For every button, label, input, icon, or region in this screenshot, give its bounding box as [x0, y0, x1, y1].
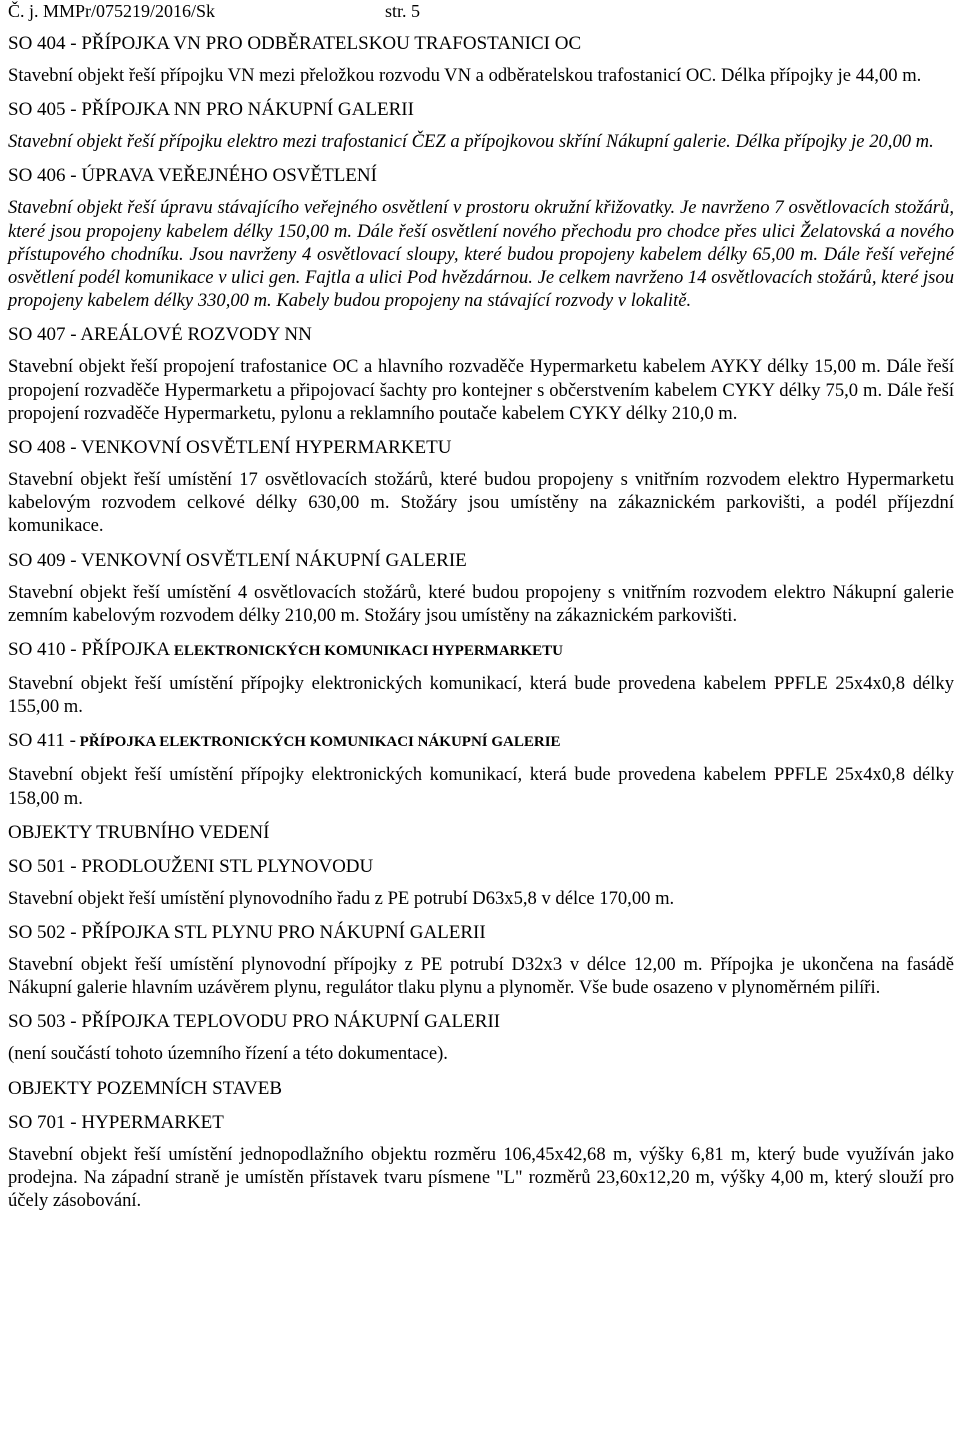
section-so503: [8, 1010, 954, 1065]
section-text: Stavební objekt řeší úpravu stávajícího veřejného osvětlení v prostoru okružní křižovatky. Je navrženo 7 osvětlovacích stožárů, které jsou propojeny kabelem délky 150,00 m. Dále řeší osvětlení nového přechodu pro chodce přes ulici Želatovská a nového přístupového chodníku. Jsou navrženy 4 osvětlovací sloupy, které budou propojeny kabelem délky 65,00 m. Dále řeší veřejné osvětlení podél komunikace v ulici gen. Fajtla a ulici Pod hvězdárnou. Je celkem navrženo 14 osvětlovacích stožárů, které jsou propojeny kabelem délky 330,00 m. Kabely budou propojeny na stávající rozvody v lokalitě.: [8, 197, 955, 312]
document-reference: Č. j. MMPr/075219/2016/Sk: [8, 1, 216, 21]
section-so408: [8, 436, 954, 538]
section-text: (není součástí tohoto územního řízení a této dokumentace).: [8, 1043, 448, 1065]
section-title: SO 405 - PŘÍPOJKA NN PRO NÁKUPNÍ GALERII: [8, 99, 414, 121]
document-page: [8, 0, 954, 1212]
section-text: Stavební objekt řeší umístění 17 osvětlovacích stožárů, které budou propojeny s vnitřním rozvodem elektro Hypermarketu kabelovým rozvodem celkové délky 630,00 m. Stožáry jsou umístěny na zákaznickém parkovišti, a podél příjezdní komunikace.: [8, 469, 954, 537]
section-text: Stavební objekt řeší umístění 4 osvětlovacích stožárů, které budou propojeny s vnitřním rozvodem elektro Nákupní galerie zemním kabelovým rozvodem délky 210,00 m. Stožáry jsou umístěny na zákaznickém parkovišti.: [8, 581, 954, 626]
section-text: Stavební objekt řeší umístění plynovodního řadu z PE potrubí D63x5,8 v délce 170,00 m.: [8, 887, 675, 909]
section-title: SO 410 - PŘÍPOJKA ELEKTRONICKÝCH KOMUNIKACI HYPERMARKETU: [8, 639, 563, 661]
section-so406: [8, 164, 954, 312]
section-text: Stavební objekt řeší umístění přípojky elektronických komunikací, která bude provedena kabelem PPFLE 25x4x0,8 délky 155,00 m.: [8, 673, 954, 718]
section-text: Stavební objekt řeší přípojku VN mezi přeložkou rozvodu VN a odběratelskou trafostanicí OC. Délka přípojky je 44,00 m.: [8, 65, 922, 86]
section-so405: [8, 98, 954, 153]
page-number: str. 5: [385, 1, 421, 21]
section-title: SO 404 - PŘÍPOJKA VN PRO ODBĚRATELSKOU TRAFOSTANICI OC: [8, 33, 582, 54]
section-title: SO 406 - ÚPRAVA VEŘEJNÉHO OSVĚTLENÍ: [8, 165, 377, 187]
category-heading-buildings: OBJEKTY POZEMNÍCH STAVEB: [8, 1077, 282, 1099]
section-text: Stavební objekt řeší přípojku elektro mezi trafostanicí ČEZ a přípojkovou skříní Nákupní galerie. Délka přípojky je 20,00 m.: [8, 131, 934, 153]
section-text: Stavební objekt řeší umístění jednopodlažního objektu rozměru 106,45x42,68 m, výšky 6,81 m, který bude využíván jako prodejna. Na západní straně je umístěn přístavek tvaru písmene "L" rozměrů 23,60x12,20 m, výšky 4,00 m, který slouží pro účely zásobování.: [8, 1143, 954, 1212]
section-title: SO 502 - PŘÍPOJKA STL PLYNU PRO NÁKUPNÍ GALERII: [8, 922, 486, 944]
section-so502: [8, 921, 954, 999]
section-so411: [8, 729, 954, 809]
section-title: SO 701 - HYPERMARKET: [8, 1111, 224, 1133]
section-title: SO 409 - VENKOVNÍ OSVĚTLENÍ NÁKUPNÍ GALERIE: [8, 549, 467, 571]
section-title: SO 407 - AREÁLOVÉ ROZVODY NN: [8, 324, 312, 346]
section-title: SO 501 - PRODLOUŽENI STL PLYNOVODU: [8, 855, 374, 877]
section-so409: [8, 549, 954, 627]
section-title: SO 503 - PŘÍPOJKA TEPLOVODU PRO NÁKUPNÍ GALERII: [8, 1011, 501, 1033]
section-so407: [8, 323, 954, 425]
section-text: Stavební objekt řeší umístění plynovodní přípojky z PE potrubí D32x3 v délce 12,00 m. Přípojka je ukončena na fasádě Nákupní galerie hlavním uzávěrem plynu, regulátor tlaku plynu a plynoměr. Vše bude osazeno v plynoměrném pilíři.: [8, 954, 954, 999]
section-so404: [8, 32, 954, 87]
section-so701: [8, 1111, 954, 1213]
section-so410: [8, 638, 954, 718]
page-header: [8, 0, 954, 22]
section-text: Stavební objekt řeší propojení trafostanice OC a hlavního rozvaděče Hypermarketu kabelem AYKY délky 15,00 m. Dále řeší propojení rozvaděče Hypermarketu a připojovací šachty pro kontejner s občerstvením kabelem CYKY délky 75,0 m. Dále řeší propojení rozvaděče Hypermarketu, pylonu a reklamního poutače kabelem CYKY délky 210,0 m.: [8, 356, 954, 424]
category-heading-pipeline: OBJEKTY TRUBNÍHO VEDENÍ: [8, 821, 270, 843]
section-text: Stavební objekt řeší umístění přípojky elektronických komunikací, která bude provedena kabelem PPFLE 25x4x0,8 délky 158,00 m.: [8, 764, 954, 809]
section-title: SO 411 - PŘÍPOJKA ELEKTRONICKÝCH KOMUNIKACI NÁKUPNÍ GALERIE: [8, 730, 561, 752]
section-so501: [8, 855, 954, 910]
section-title: SO 408 - VENKOVNÍ OSVĚTLENÍ HYPERMARKETU: [8, 437, 452, 459]
